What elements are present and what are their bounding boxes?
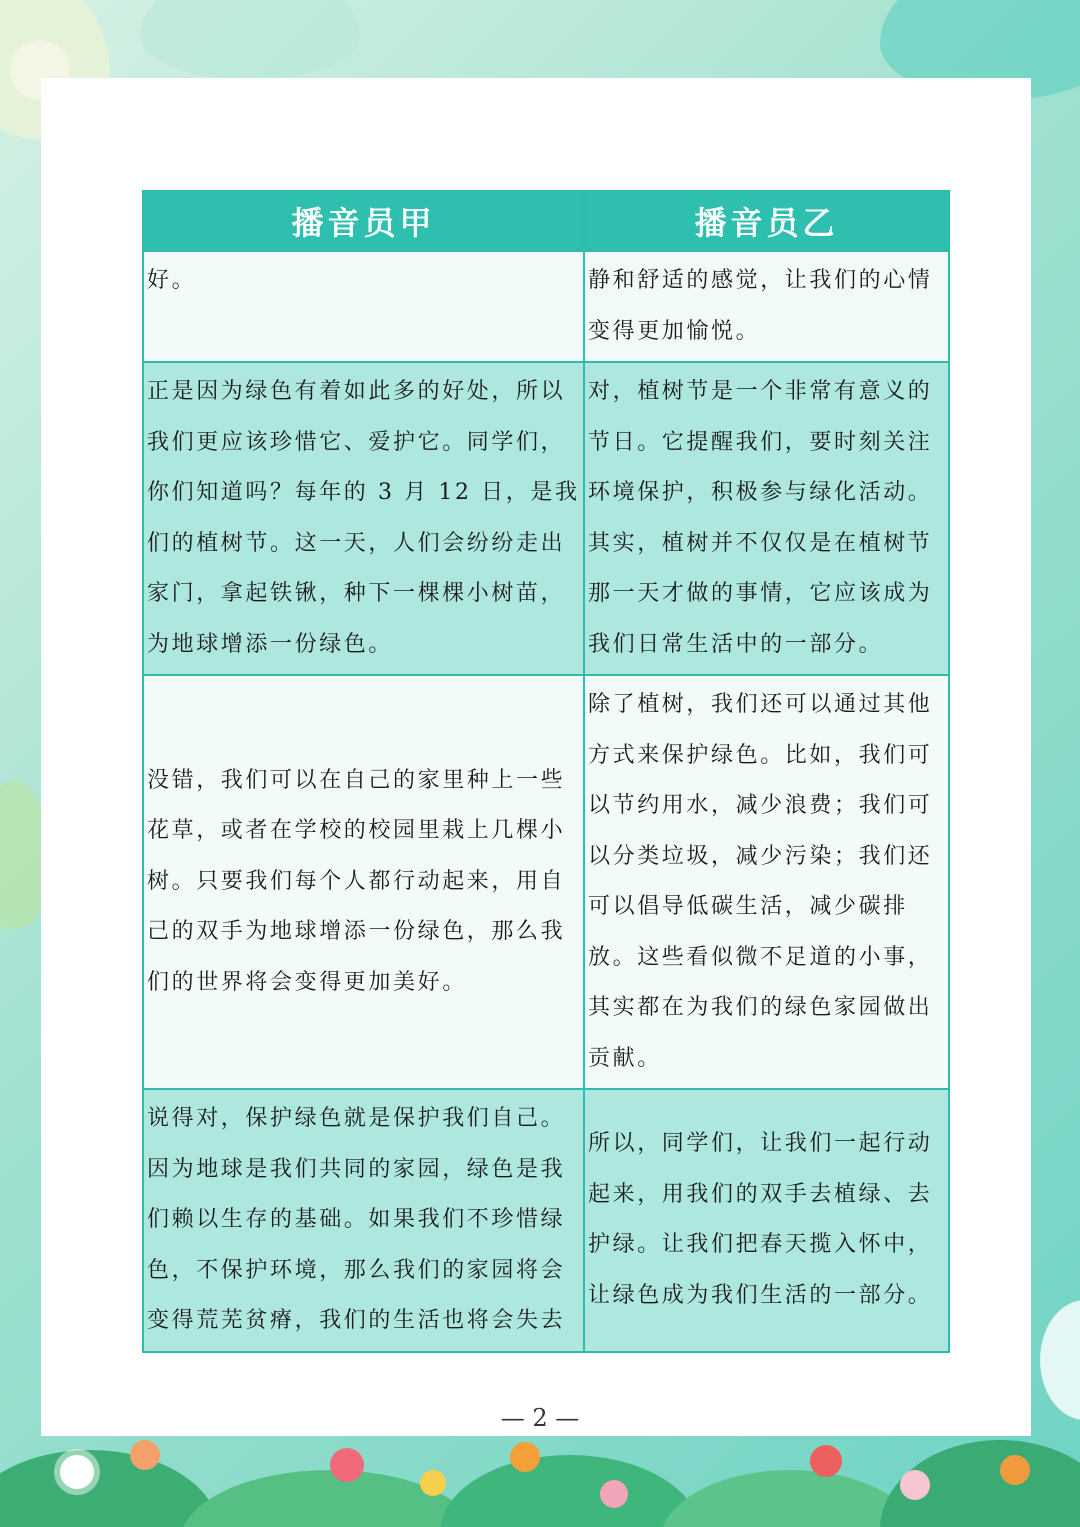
cell-announcer-a: 说得对，保护绿色就是保护我们自己。因为地球是我们共同的家园，绿色是我们赖以生存的基础。如果我们不珍惜绿色，不保护环境，那么我们的家园将会变得荒芜贫瘠，我们的生活也将会失去 [143,1089,584,1352]
broadcast-script-table [142,190,950,1353]
flower-shape [1040,1300,1080,1420]
header-announcer-a: 播音员甲 [143,191,584,251]
table-row [143,362,949,675]
cell-announcer-b: 所以，同学们，让我们一起行动起来，用我们的双手去植绿、去护绿。让我们把春天揽入怀中，让绿色成为我们生活的一部分。 [584,1089,949,1352]
bush-shape [0,1450,220,1527]
table-row [143,1089,949,1352]
cell-announcer-b: 静和舒适的感觉，让我们的心情变得更加愉悦。 [584,251,949,362]
orange-flower [1000,1455,1030,1485]
header-announcer-b: 播音员乙 [584,191,949,251]
red-flower [810,1445,842,1477]
cell-announcer-a: 好。 [143,251,584,362]
white-flower [60,1455,94,1489]
leaf-shape [140,0,360,80]
pink-flower [900,1470,930,1500]
cell-announcer-b: 除了植树，我们还可以通过其他方式来保护绿色。比如，我们可以节约用水，减少浪费；我们可以分类垃圾，减少污染；我们还可以倡导低碳生活，减少碳排放。这些看似微不足道的小事，其实都在为我们的绿色家园做出贡献。 [584,675,949,1089]
cell-announcer-b: 对，植树节是一个非常有意义的节日。它提醒我们，要时刻关注环境保护，积极参与绿化活动。其实，植树并不仅仅是在植树节那一天才做的事情，它应该成为我们日常生活中的一部分。 [584,362,949,675]
pink-flower [330,1448,364,1482]
cell-announcer-a: 正是因为绿色有着如此多的好处，所以我们更应该珍惜它、爱护它。同学们，你们知道吗？每年的 3 月 12 日，是我们的植树节。这一天，人们会纷纷走出家门，拿起铁锹，种下一棵棵小树苗，为地球增添一份绿色。 [143,362,584,675]
table-row [143,251,949,362]
orange-flower [510,1442,540,1472]
yellow-flower [420,1470,446,1496]
pink-flower [600,1480,628,1508]
orange-flower [130,1440,160,1470]
table-header-row [143,191,949,251]
cell-announcer-a: 没错，我们可以在自己的家里种上一些花草，或者在学校的校园里栽上几棵小树。只要我们每个人都行动起来，用自己的双手为地球增添一份绿色，那么我们的世界将会变得更加美好。 [143,675,584,1089]
table-row [143,675,949,1089]
bush-shape [440,1455,700,1527]
page-number: — 2 — [500,1404,580,1432]
